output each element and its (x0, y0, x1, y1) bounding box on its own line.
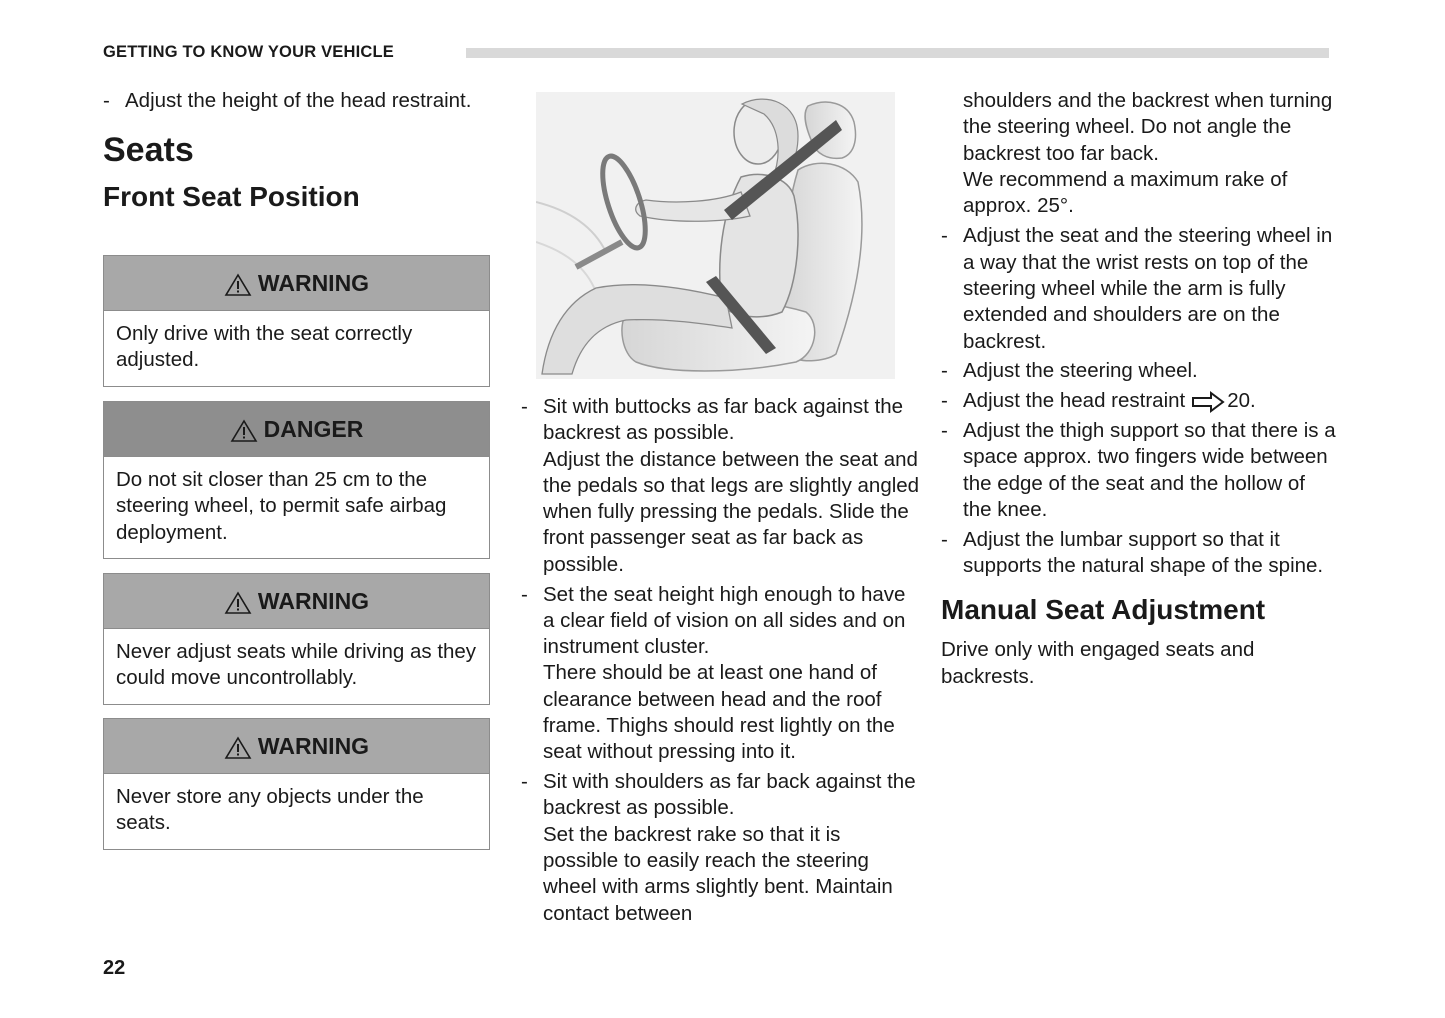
list-item-text: Adjust the height of the head restraint. (125, 89, 472, 112)
header-rule (466, 48, 1329, 58)
list-item-text: Sit with shoulders as far back against the backrest as possible. (543, 770, 916, 820)
list-item-text: Sit with buttocks as far back against the backrest as possible. (543, 395, 904, 445)
list-item-continuation: There should be at least one hand of clearance between head and the roof frame. Thighs should rest lightly on the seat without pressing into it. (543, 661, 895, 764)
list-item (941, 527, 1336, 580)
notice-header (104, 574, 489, 629)
list-item-continuation: Set the backrest rake so that it is possible to easily reach the steering wheel with arms slightly bent. Maintain contact between (543, 822, 893, 925)
list-dash: - (521, 395, 528, 418)
list-dash: - (941, 419, 948, 443)
list-item-text: Adjust the thigh support so that there is a space approx. two fingers wide between the edge of the seat and the hollow of the knee. (963, 419, 1336, 521)
list-dash: - (941, 527, 948, 551)
list-item (521, 769, 921, 927)
warning-box (103, 718, 490, 850)
list-dash: - (941, 224, 948, 248)
list-item-text: Set the seat height high enough to have a clear field of vision on all sides and on instrument cluster. (543, 582, 906, 659)
list-item (103, 88, 493, 114)
column-1 (103, 88, 493, 214)
list-item-continuation: Adjust the distance between the seat and the pedals so that legs are slightly angled when fully pressing the pedals. Slide the front passenger seat as far back as possible. (543, 447, 920, 576)
danger-box (103, 401, 490, 559)
section-title: Manual Seat Adjustment (941, 594, 1266, 626)
notice-header (104, 719, 489, 774)
list-dash: - (103, 89, 110, 112)
continued-text: We recommend a maximum rake of approx. 25°. (963, 167, 1288, 218)
warning-box (103, 573, 490, 705)
driver-seat-illustration-svg (536, 92, 895, 379)
list-item (521, 394, 921, 578)
list-dash: - (941, 359, 948, 383)
continued-text: shoulders and the backrest when turning the steering wheel. Do not angle the backrest too far back. (963, 89, 1333, 165)
notice-title: DANGER (263, 415, 364, 442)
list-item (941, 418, 1336, 523)
arrow-reference-icon (1191, 390, 1225, 414)
notice-body: Only drive with the seat correctly adjusted. (116, 322, 413, 372)
column-3 (941, 88, 1336, 690)
section-title: Seats (103, 131, 194, 170)
notice-title: WARNING (257, 732, 370, 759)
section-text: Drive only with engaged seats and backrests. (941, 638, 1255, 688)
list-item-text-main: Adjust the head restraint (963, 389, 1186, 413)
warning-box (103, 255, 490, 387)
list-item-text: Adjust the steering wheel. (963, 359, 1198, 383)
warning-triangle-icon (224, 736, 252, 760)
notice-body: Never adjust seats while driving as they could move uncontrollably. (116, 640, 477, 690)
list-item-text: Adjust the lumbar support so that it supports the natural shape of the spine. (963, 527, 1324, 578)
list-item (941, 358, 1336, 384)
list-item (941, 223, 1336, 354)
notice-header (104, 402, 489, 457)
column-2 (521, 394, 921, 930)
list-dash: - (521, 770, 528, 794)
list-item-text (963, 388, 1336, 414)
page-reference[interactable]: 20. (1227, 389, 1256, 413)
driver-seat-illustration (536, 92, 895, 379)
subsection-title: Front Seat Position (103, 181, 360, 213)
list-dash: - (521, 582, 528, 606)
list-item-text: Adjust the seat and the steering wheel in a way that the wrist rests on top of the steering wheel while the arm is fully extended and shoulders are on the backrest. (963, 224, 1333, 353)
warning-triangle-icon (224, 591, 252, 615)
warning-triangle-icon (224, 273, 252, 297)
warning-triangle-icon (230, 419, 258, 443)
page-number: 22 (103, 957, 126, 979)
list-dash: - (941, 389, 948, 413)
running-header: GETTING TO KNOW YOUR VEHICLE (103, 43, 395, 61)
notice-header (104, 256, 489, 311)
notice-body: Do not sit closer than 25 cm to the steering wheel, to permit safe airbag deployment. (116, 468, 447, 544)
list-item (521, 582, 921, 766)
notice-body: Never store any objects under the seats. (116, 785, 424, 835)
list-item (941, 388, 1336, 414)
notice-title: WARNING (257, 587, 370, 614)
notice-title: WARNING (257, 269, 370, 296)
